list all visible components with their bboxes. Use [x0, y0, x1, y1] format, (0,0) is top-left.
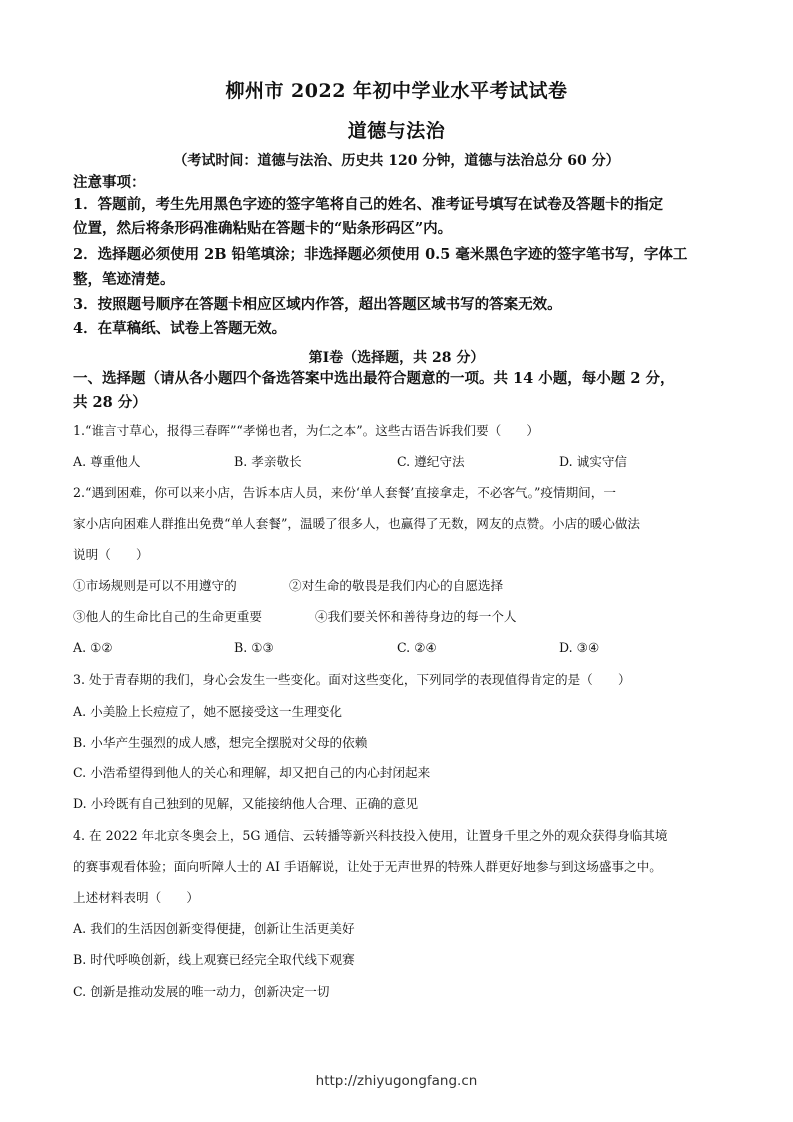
q1-option-b: B. 孝亲敬长	[234, 454, 302, 469]
exam-title: 柳州市 2022 年初中学业水平考试试卷	[225, 80, 568, 102]
notice-item-1: 1．答题前，考生先用黑色字迹的签字笔将自己的姓名、准考证号填写在试卷及答题卡的指定	[73, 196, 664, 213]
q3-option-b: B. 小华产生强烈的成人感，想完全摆脱对父母的依赖	[73, 735, 368, 750]
q4-option-b: B. 时代呼唤创新，线上观赛已经完全取代线下观赛	[73, 952, 355, 967]
q2-option-d: D. ③④	[559, 640, 600, 655]
q4-stem-line2: 的赛事观看体验；面向听障人士的 AI 手语解说，让处于无声世界的特殊人群更好地参与到这场盛事之中。	[73, 859, 662, 874]
q2-statement-3: ③他人的生命比自己的生命更重要	[73, 609, 262, 624]
q3-stem: 3. 处于青春期的我们，身心会发生一些变化。面对这些变化，下列同学的表现值得肯定的是（ ）	[73, 672, 631, 687]
subject-title: 道德与法治	[347, 120, 446, 142]
q2-stem-line1: 2.“遇到困难，你可以来小店，告诉本店人员，来份‘单人套餐’直接拿走，不必客气。”疫情期间，一	[73, 485, 616, 500]
q3-option-a: A. 小美脸上长痘痘了，她不愿接受这一生理变化	[73, 704, 342, 719]
q4-option-c: C. 创新是推动发展的唯一动力，创新决定一切	[73, 984, 330, 999]
q4-option-a: A. 我们的生活因创新变得便捷，创新让生活更美好	[73, 921, 355, 936]
notice-heading: 注意事项：	[73, 174, 146, 191]
notice-item-2-cont: 整，笔迹清楚。	[73, 271, 175, 288]
notice-item-4: 4．在草稿纸、试卷上答题无效。	[73, 320, 287, 337]
q1-option-a: A. 尊重他人	[73, 454, 141, 469]
q2-option-c: C. ②④	[397, 640, 437, 655]
q2-statement-1: ①市场规则是可以不用遵守的	[73, 578, 237, 593]
q2-stem-line3: 说明（ ）	[73, 547, 149, 562]
notice-item-1-cont: 位置，然后将条形码准确粘贴在答题卡的“贴条形码区”内。	[73, 220, 453, 237]
q2-statement-2: ②对生命的敬畏是我们内心的自愿选择	[289, 578, 504, 593]
exam-info: （考试时间：道德与法治、历史共 120 分钟，道德与法治总分 60 分）	[173, 153, 620, 169]
footer-url-link[interactable]: http://zhiyugongfang.cn	[315, 1073, 478, 1089]
q2-option-b: B. ①③	[234, 640, 274, 655]
q3-option-c: C. 小浩希望得到他人的关心和理解，却又把自己的内心封闭起来	[73, 765, 431, 780]
q2-stem-line2: 家小店向困难人群推出免费“单人套餐”，温暖了很多人，也赢得了无数，网友的点赞。小店的暖心做法	[73, 516, 641, 531]
q4-stem-line3: 上述材料表明（ ）	[73, 890, 199, 905]
part1-heading: 第Ⅰ卷（选择题，共 28 分）	[308, 350, 485, 366]
q3-option-d: D. 小玲既有自己独到的见解，又能接纳他人合理、正确的意见	[73, 796, 419, 811]
notice-item-2: 2．选择题必须使用 2B 铅笔填涂；非选择题必须使用 0.5 毫米黑色字迹的签字笔书写，字体工	[73, 246, 688, 263]
q2-statement-4: ④我们要关怀和善待身边的每一个人	[315, 609, 517, 624]
section-instructions: 一、选择题（请从各小题四个备选答案中选出最符合题意的一项。共 14 小题，每小题 2 分，	[73, 370, 675, 387]
notice-item-3: 3．按照题号顺序在答题卡相应区域内作答，超出答题区域书写的答案无效。	[73, 296, 562, 313]
q1-option-d: D. 诚实守信	[559, 454, 628, 469]
q2-option-a: A. ①②	[73, 640, 113, 655]
section-instructions-cont: 共 28 分）	[73, 394, 147, 411]
q1-stem: 1.“谁言寸草心，报得三春晖”“孝悌也者，为仁之本”。这些古语告诉我们要（ ）	[73, 423, 539, 438]
q4-stem-line1: 4. 在 2022 年北京冬奥会上，5G 通信、云转播等新兴科技投入使用，让置身千里之外的观众获得身临其境	[73, 828, 668, 843]
q1-option-c: C. 遵纪守法	[397, 454, 465, 469]
